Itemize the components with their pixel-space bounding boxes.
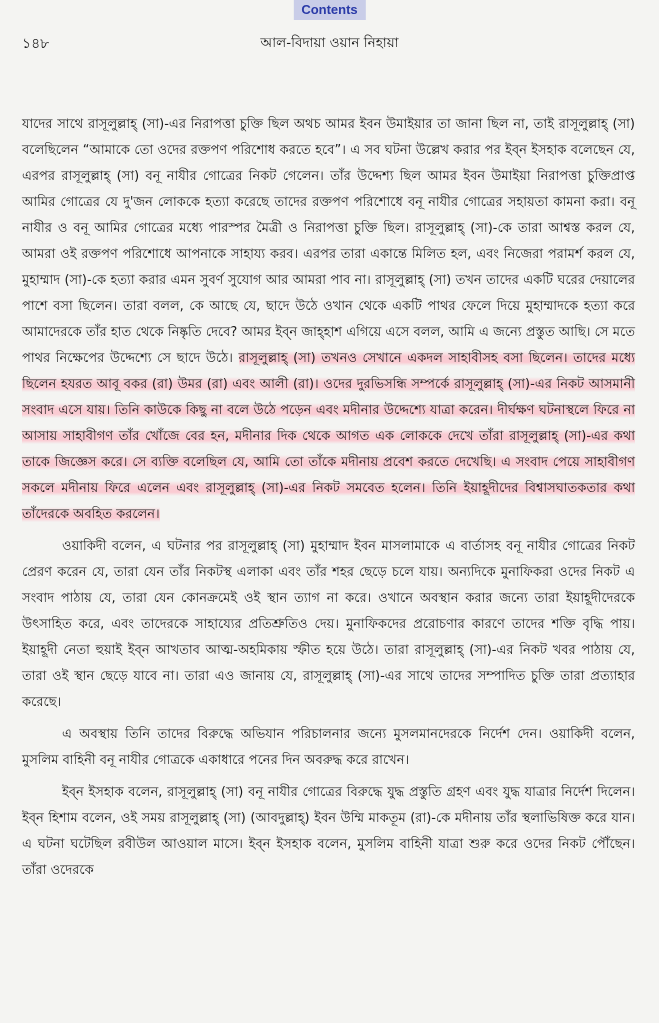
- contents-button[interactable]: Contents: [293, 0, 365, 20]
- paragraph-4: ইব্ন ইসহাক বলেন, রাসূলুল্লাহ্ (সা) বনূ নাযীর গোত্রের বিরুদ্ধে যুদ্ধ প্রস্তুতি গ্রহণ এবং যুদ্ধ যাত্রার নির্দেশ দিলেন। ইব্ন হিশাম বলেন, ওই সময় রাসূলুল্লাহ্ (সা) (আবদুল্লাহ্) ইবন উম্মি মাকতূম (রা)-কে মদীনায় তাঁর স্থলাভিষিক্ত করে যান। এ ঘটনা ঘটেছিল রবীউল আওয়াল মাসে। ইব্ন ইসহাক বলেন, মুসলিম বাহিনী যাত্রা শুরু করে ওদের নিকট পৌঁছেন। তাঁরা ওদেরকে: [22, 785, 635, 878]
- highlighted-passage: রাসূলুল্লাহ্ (সা) তখনও সেখানে একদল সাহাবীসহ বসা ছিলেন। তাদের মধ্যে ছিলেন হযরত আবূ বকর (রা) উমর (রা) এবং আলী (রা)। ওদের দুরভিসন্ধি সম্পর্কে রাসূলুল্লাহ্ (সা)-এর নিকট আসমানী সংবাদ এসে যায়। তিনি কাউকে কিছু না বলে উঠে পড়েন এবং মদীনার উদ্দেশ্যে যাত্রা করেন। দীর্ঘক্ষণ ঘটনাস্থলে ফিরে না আসায় সাহাবীগণ তাঁর খোঁজে বের হন, মদীনার দিক থেকে আগত এক লোককে দেখে তাঁরা রাসূলুল্লাহ্ (সা)-এর কথা তাকে জিজ্ঞেস করে। সে ব্যক্তি বলেছিল যে, আমি তো তাঁকে মদীনায় প্রবেশ করতে দেখেছি। এ সংবাদ পেয়ে সাহাবীগণ সকলে মদীনায় ফিরে এলেন এবং রাসূলুল্লাহ্ (সা)-এর নিকট সমবেত হলেন। তিনি ইয়াহূদীদের বিশ্বাসঘাতকতার কথা তাঁদেরকে অবহিত করলেন।: [22, 351, 635, 522]
- paragraph-3: এ অবস্থায় তিনি তাদের বিরুদ্ধে অভিযান পরিচালনার জন্যে মুসলমানদেরকে নির্দেশ দেন। ওয়াকিদী বলেন, মুসলিম বাহিনী বনূ নাযীর গোত্রকে একাধারে পনের দিন অবরুদ্ধ করে রাখেন।: [22, 727, 635, 768]
- book-page: [0, 20, 659, 1023]
- page-number: ১৪৮: [22, 36, 50, 52]
- paragraph-1-text: যাদের সাথে রাসূলুল্লাহ্ (সা)-এর নিরাপত্তা চুক্তি ছিল অথচ আমর ইবন উমাইয়ার তা জানা ছিল না, তাই রাসূলুল্লাহ্ (সা) বলেছিলেন “আমাকে তো ওদের রক্তপণ পরিশোধ করতে হবে”। এ সব ঘটনা উল্লেখ করার পর ইব্ন ইসহাক বলেছেন যে, এরপর রাসূলুল্লাহ্ (সা) বনূ নাযীর গোত্রের নিকট গেলেন। তাঁর উদ্দেশ্য ছিল আমর ইবন উমাইয়া নিরাপত্তা চুক্তিপ্রাপ্ত আমির গোত্রের যে দু'জন লোককে হত্যা করেছে তাদের রক্তপণ পরিশোধে বনূ নাযীর গোত্রের সহায়তা কামনা করা। বনূ নাযীর ও বনূ আমির গোত্রের মধ্যে পারস্পর মৈত্রী ও নিরাপত্তা চুক্তি ছিল। রাসূলুল্লাহ্ (সা)-কে তারা আশ্বস্ত করল যে, আমরা ওই রক্তপণ পরিশোধে আপনাকে সাহায্য করব। এরপর তারা একান্তে মিলিত হল, এবং নিজেরা পরামর্শ করল যে, মুহাম্মাদ (সা)-কে হত্যা করার এমন সুবর্ণ সুযোগ আর আমরা পাব না। রাসূলুল্লাহ্ (সা) তখন তাদের একটি ঘরের দেয়ালের পাশে বসা ছিলেন। তারা বলল, কে আছে যে, ছাদে উঠে ওখান থেকে একটি পাথর ফেলে দিয়ে মুহাম্মাদকে হত্যা করে আমাদেরকে তাঁর হাত থেকে নিষ্কৃতি দেবে? আমর ইব্ন জাহ্হাশ এগিয়ে এসে বলল, আমি এ জন্যে প্রস্তুত আছি। সে মতে পাথর নিক্ষেপের উদ্দেশ্যে সে ছাদে উঠে।: [22, 117, 635, 366]
- body-text: [22, 112, 635, 890]
- running-head: [22, 32, 637, 52]
- paragraph-1: [22, 112, 635, 528]
- book-title: আল-বিদায়া ওয়ান নিহায়া: [260, 35, 399, 51]
- paragraph-2: ওয়াকিদী বলেন, এ ঘটনার পর রাসূলুল্লাহ্ (সা) মুহাম্মাদ ইবন মাসলামাকে এ বার্তাসহ বনূ নাযীর গোত্রের নিকট প্রেরণ করেন যে, তারা যেন তাঁর নিকটস্থ এলাকা এবং তাঁর শহর ছেড়ে চলে যায়। অন্যদিকে মুনাফিকরা ওদের নিকট এ সংবাদ পাঠায় যে, তারা যেন কোনক্রমেই ওই স্থান ত্যাগ না করে। ওখানে অবস্থান করার জন্যে তারা ইয়াহূদীদেরকে উৎসাহিত করে, এবং তাদেরকে সাহায্যের প্রতিশ্রুতিও দেয়। মুনাফিকদের প্ররোচণার কারণে তাদের শক্তি বৃদ্ধি পায়। ইয়াহূদী নেতা হুয়াই ইব্ন আখতাব আত্ম-অহমিকায় স্ফীত হয়ে উঠে। তারা রাসূলুল্লাহ্ (সা)-এর নিকট খবর পাঠায় যে, তারা ওই স্থান ছেড়ে যাবে না। তারা এও জানায় যে, রাসূলুল্লাহ্ (সা)-এর সাথে তাদের সম্পাদিত চুক্তি তারা প্রত্যাহার করেছে।: [22, 539, 635, 710]
